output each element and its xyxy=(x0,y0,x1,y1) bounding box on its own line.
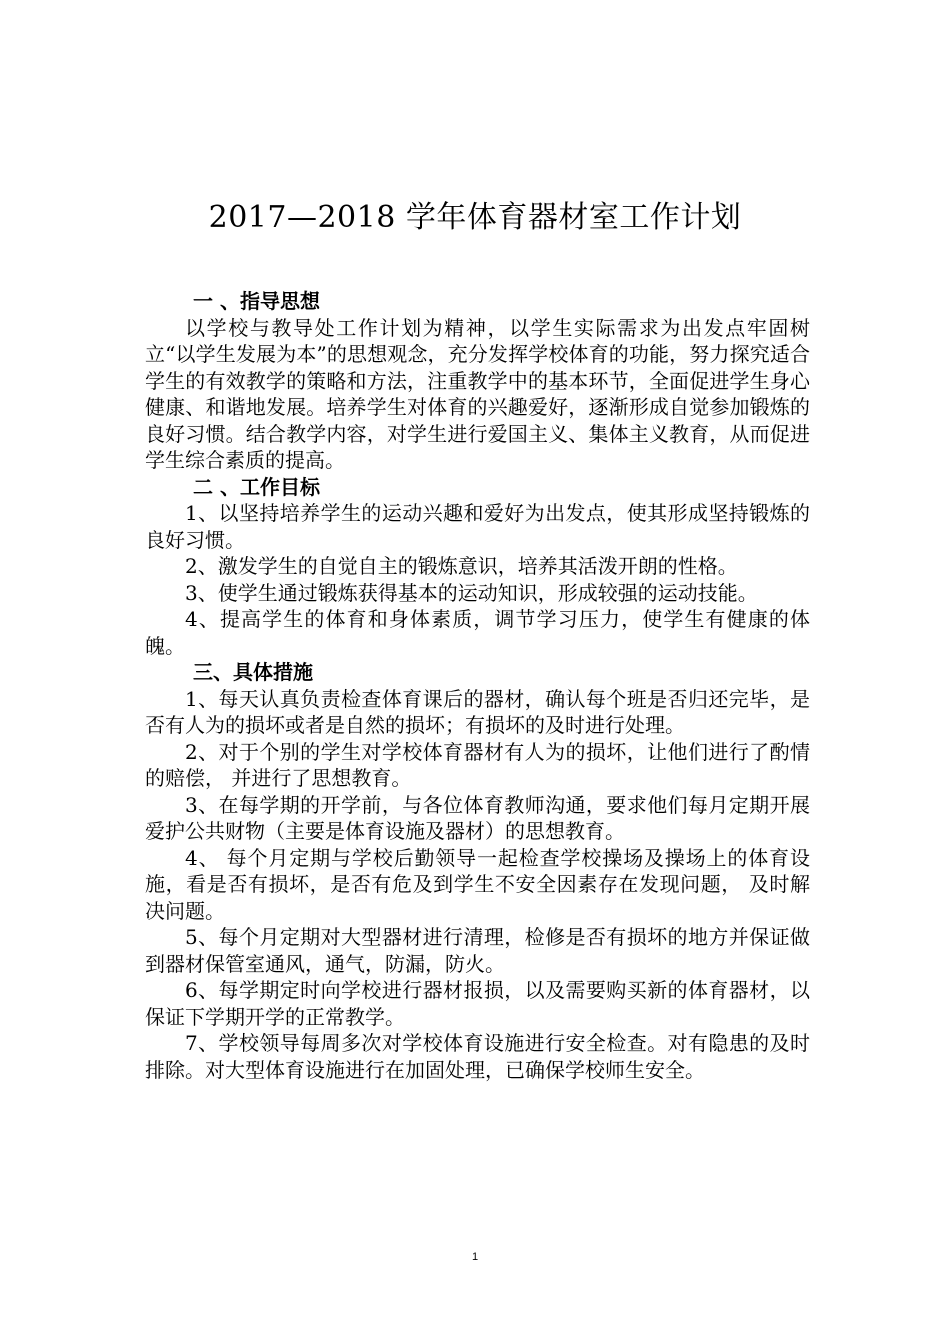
paragraph: 2、对于个别的学生对学校体育器材有人为的损坏，让他们进行了酌情的赔偿， 并进行了思想教育。 xyxy=(145,739,810,790)
section-heading-guiding-thought: 一 、指导思想 xyxy=(193,289,320,313)
section-heading-specific-measures: 三、具体措施 xyxy=(193,660,313,684)
paragraph: 4、提高学生的体育和身体素质，调节学习压力，使学生有健康的体魄。 xyxy=(145,607,810,658)
paragraph: 6、每学期定时向学校进行器材报损，以及需要购买新的体育器材，以保证下学期开学的正常教学。 xyxy=(145,978,810,1029)
paragraph: 5、每个月定期对大型器材进行清理，检修是否有损坏的地方并保证做到器材保管室通风，通气，防漏，防火。 xyxy=(145,925,810,976)
paragraph: 1、每天认真负责检查体育课后的器材，确认每个班是否归还完毕，是否有人为的损坏或者是自然的损坏；有损坏的及时进行处理。 xyxy=(145,686,810,737)
document-title: 2017—2018 学年体育器材室工作计划 xyxy=(208,200,742,235)
page-number: 1 xyxy=(471,1251,479,1263)
paragraph: 1、以坚持培养学生的运动兴趣和爱好为出发点，使其形成坚持锻炼的良好习惯。 xyxy=(145,501,810,552)
paragraph: 3、使学生通过锻炼获得基本的运动知识，形成较强的运动技能。 xyxy=(185,580,758,605)
paragraph: 3、在每学期的开学前，与各位体育教师沟通，要求他们每月定期开展爱护公共财物（主要是体育设施及器材）的思想教育。 xyxy=(145,792,810,843)
paragraph: 2、激发学生的自觉自主的锻炼意识，培养其活泼开朗的性格。 xyxy=(185,554,738,578)
paragraph: 4、 每个月定期与学校后勤领导一起检查学校操场及操场上的体育设施，看是否有损坏，是否有危及到学生不安全因素存在发现问题， 及时解决问题。 xyxy=(145,845,810,923)
document-body xyxy=(145,288,810,1083)
paragraph: 7、学校领导每周多次对学校体育设施进行安全检查。对有隐患的及时排除。对大型体育设施进行在加固处理，已确保学校师生安全。 xyxy=(145,1031,810,1082)
paragraph: 以学校与教导处工作计划为精神，以学生实际需求为出发点牢固树立“以学生发展为本”的思想观念，充分发挥学校体育的功能，努力探究适合学生的有效教学的策略和方法，注重教学中的基本环节，全面促进学生身心健康、和谐地发展。培养学生对体育的兴趣爱好，逐渐形成自觉参加锻炼的良好习惯。结合教学内容，对学生进行爱国主义、集体主义教育，从而促进学生综合素质的提高。 xyxy=(145,315,810,472)
section-heading-work-goals: 二 、工作目标 xyxy=(193,474,320,499)
